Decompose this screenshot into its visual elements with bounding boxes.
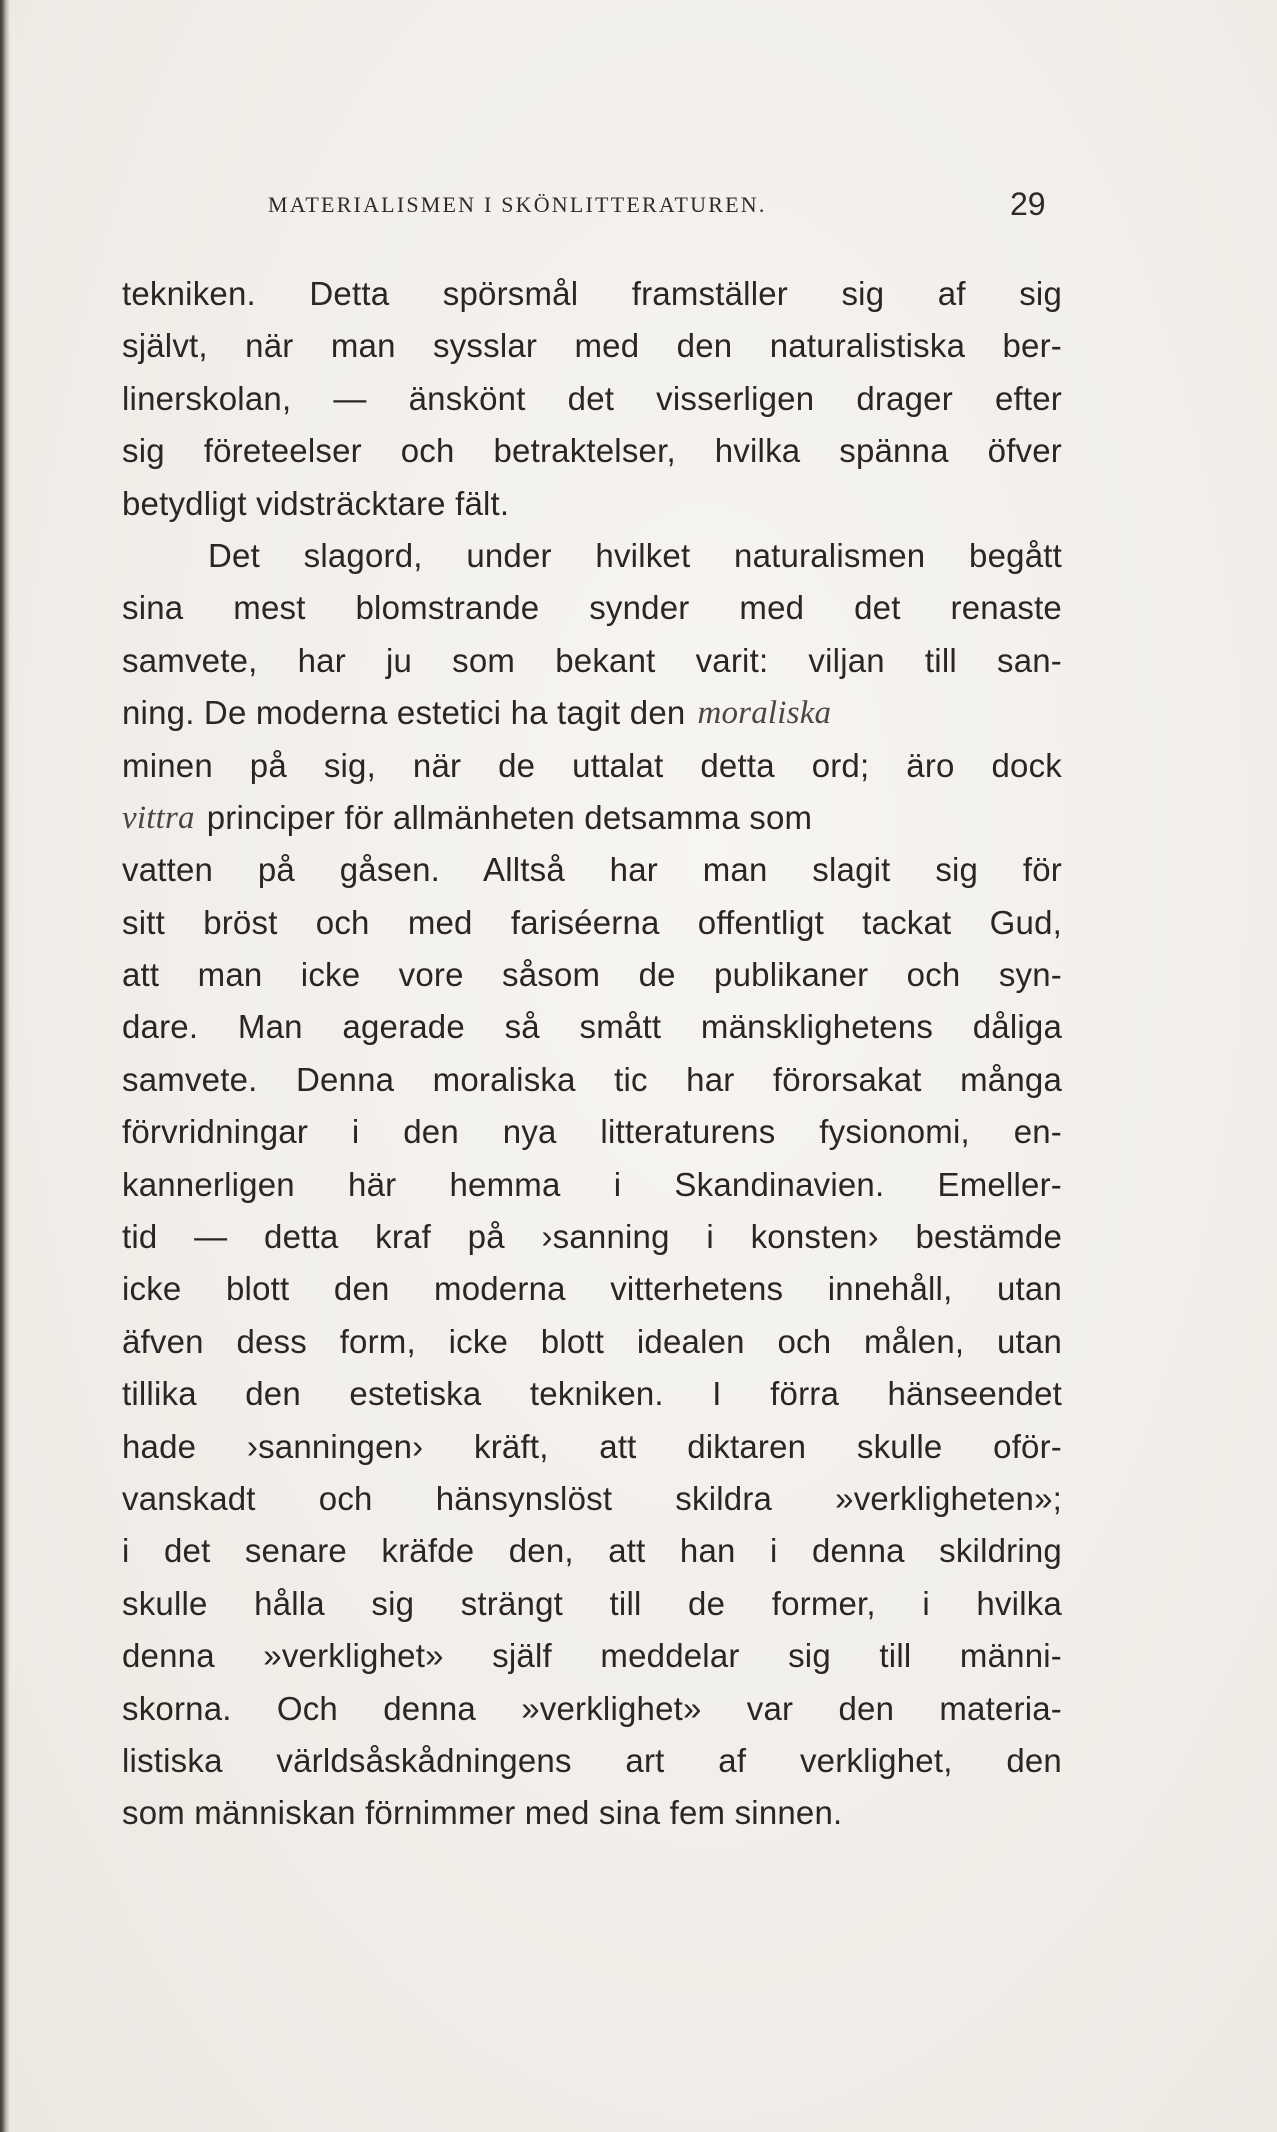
text-line-25: i det senare kräfde den, att han i denna skildring bbox=[122, 1532, 1062, 1570]
text-line-24: vanskadt och hänsynslöst skildra »verkligheten»; bbox=[122, 1479, 1062, 1517]
text-line-28: skorna. Och denna »verklighet» var den materia- bbox=[122, 1689, 1062, 1727]
text-line-22: tillika den estetiska tekniken. I förra hänseendet bbox=[122, 1375, 1062, 1413]
text-line-26: skulle hålla sig strängt till de former, i hvilka bbox=[122, 1584, 1062, 1622]
italic-word-moraliska: moraliska bbox=[697, 695, 832, 732]
page-number: 29 bbox=[1010, 186, 1046, 222]
text-line-16: samvete. Denna moraliska tic har förorsakat många bbox=[122, 1060, 1062, 1098]
text-line-1: tekniken. Detta spörsmål framställer sig af sig bbox=[122, 275, 1062, 312]
text-line-8: samvete, har ju som bekant varit: viljan till san- bbox=[122, 641, 1062, 679]
text-line-4: sig företeelser och betraktelser, hvilka spänna öfver bbox=[122, 432, 1062, 470]
text-line-18: kannerligen här hemma i Skandinavien. Emeller- bbox=[122, 1165, 1062, 1203]
text-line-14: att man icke vore såsom de publikaner och syn- bbox=[122, 956, 1062, 994]
italic-word-vittra: vittra bbox=[122, 799, 195, 836]
text-line-21: äfven dess form, icke blott idealen och målen, utan bbox=[122, 1322, 1062, 1360]
text-line-11 bbox=[122, 792, 1062, 844]
running-head-title: MATERIALISMEN I SKÖNLITTERATUREN. bbox=[268, 192, 767, 217]
text-line-17: förvridningar i den nya litteraturens fysionomi, en- bbox=[122, 1113, 1062, 1151]
text-line-13: sitt bröst och med fariséerna offentligt tackat Gud, bbox=[122, 903, 1062, 941]
text-line-27: denna »verklighet» själf meddelar sig till männi- bbox=[122, 1637, 1062, 1675]
text-line-20: icke blott den moderna vitterhetens innehåll, utan bbox=[122, 1270, 1062, 1308]
text-line-2: självt, när man sysslar med den naturalistiska ber- bbox=[122, 327, 1062, 365]
text-line-10: minen på sig, när de uttalat detta ord; äro dock bbox=[122, 746, 1062, 784]
text-line-19: tid — detta kraf på ›sanning i konsten› bestämde bbox=[122, 1218, 1062, 1256]
text-line-9-main: ning. De moderna estetici ha tagit den bbox=[122, 694, 686, 732]
text-line-9 bbox=[122, 687, 1062, 739]
text-line-23: hade ›sanningen› kräft, att diktaren skulle oför- bbox=[122, 1427, 1062, 1465]
body-text bbox=[122, 268, 1062, 1840]
text-line-5: betydligt vidsträcktare fält. bbox=[122, 484, 510, 522]
text-line-29: listiska världsåskådningens art af verklighet, den bbox=[122, 1741, 1062, 1779]
text-line-7: sina mest blomstrande synder med det renaste bbox=[122, 589, 1062, 627]
text-line-30: som människan förnimmer med sina fem sinnen. bbox=[122, 1794, 843, 1832]
text-line-6: Det slagord, under hvilket naturalismen begått bbox=[208, 536, 1062, 574]
text-line-3: linerskolan, — änskönt det visserligen drager efter bbox=[122, 379, 1062, 417]
text-line-12: vatten på gåsen. Alltså har man slagit sig för bbox=[122, 851, 1062, 889]
text-line-11-main: principer för allmänheten detsamma som bbox=[206, 798, 813, 836]
page-binding-edge bbox=[0, 0, 10, 2132]
running-head bbox=[0, 186, 1277, 230]
text-line-15: dare. Man agerade så smått mänsklighetens dåliga bbox=[122, 1008, 1062, 1046]
